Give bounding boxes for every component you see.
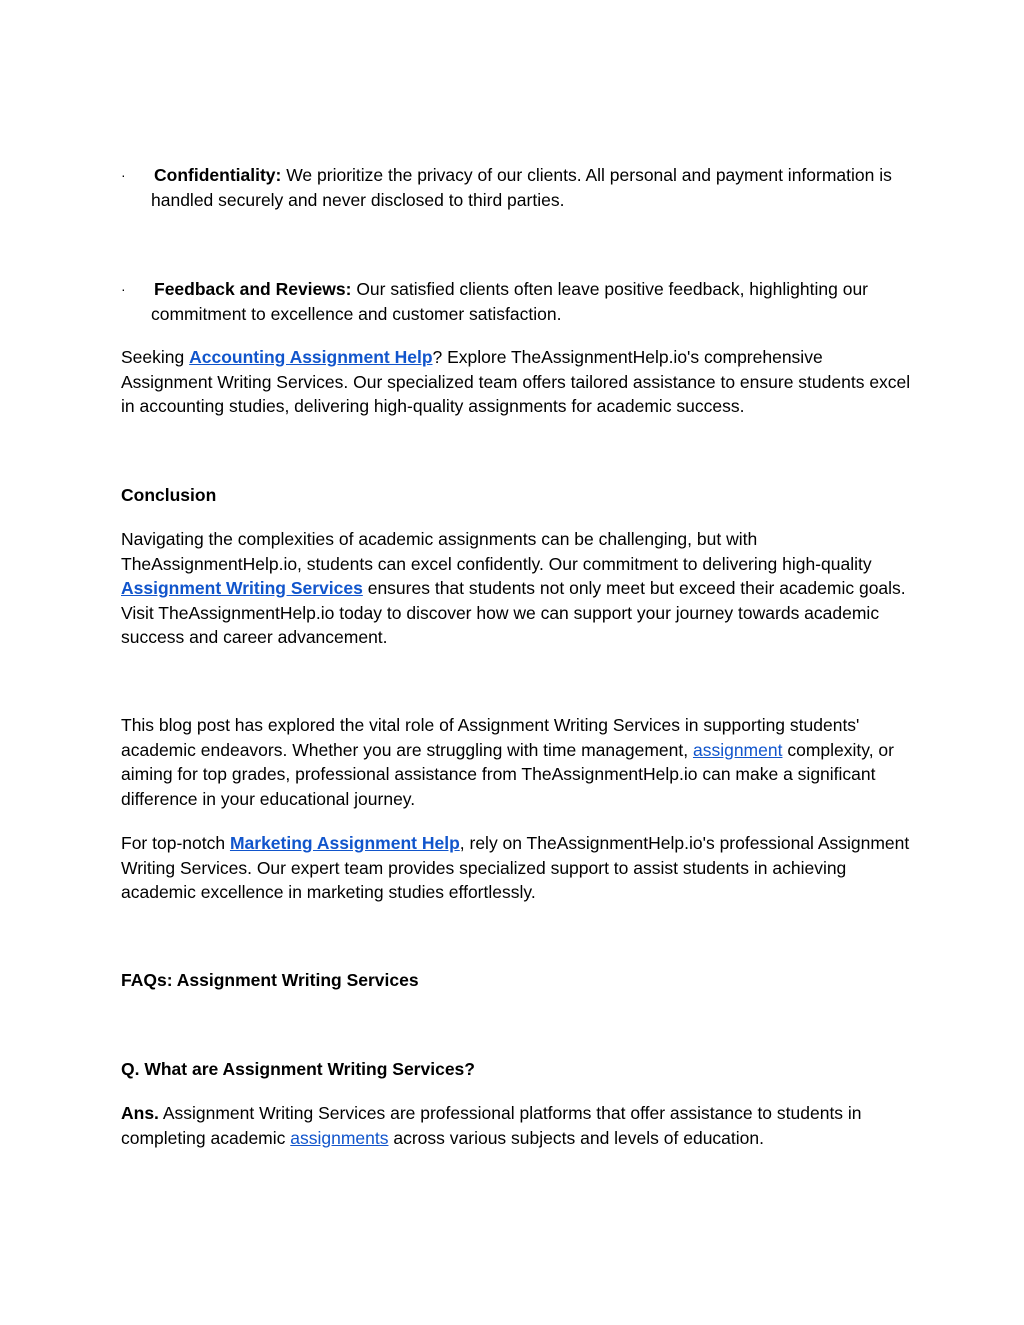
accounting-paragraph [121,345,911,419]
bullet-text [151,277,911,326]
faqs-heading: FAQs: Assignment Writing Services [121,970,419,990]
paragraph-text: across various subjects and levels of education. [388,1127,764,1148]
faq-question: Q. What are Assignment Writing Services? [121,1059,475,1079]
blog-paragraph [121,713,911,811]
conclusion-heading: Conclusion [121,485,217,505]
paragraph-text: Assignment Writing Services are professional platforms that offer assistance to students in completing academic [121,1103,862,1148]
marketing-assignment-help-link[interactable]: Marketing Assignment Help [229,833,460,853]
faq-answer [121,1101,911,1150]
paragraph-text: This blog post has explored the vital role of Assignment Writing Services in supporting students' academic endeavors. Whether you are struggling with time management, [121,715,860,760]
bullet-text [151,163,911,212]
paragraph-text: complexity, or aiming for top grades, professional assistance from TheAssignmentHelp.io can make a significant difference in your educational journey. [121,739,894,809]
bullet-body: We prioritize the privacy of our clients. All personal and payment information is handled securely and never disclosed to third parties. [151,165,892,210]
paragraph-text: , rely on TheAssignmentHelp.io's professional Assignment Writing Services. Our expert team provides specialized support to assist students in achieving academic excellence in marketing studies effortlessly. [121,833,910,902]
paragraph-text: ? Explore TheAssignmentHelp.io's comprehensive Assignment Writing Services. Our specialized team offers tailored assistance to ensure students excel in accounting studies, delivering high-quality assignments for academic success. [121,347,911,416]
conclusion-paragraph [121,527,911,650]
marketing-paragraph [121,831,911,905]
assignments-link[interactable]: assignments [290,1127,389,1148]
assignment-writing-services-link[interactable]: Assignment Writing Services [121,578,363,598]
assignment-link[interactable]: assignment [692,739,783,760]
bullet-dot: · [121,167,126,183]
paragraph-text: Navigating the complexities of academic assignments can be challenging, but with TheAssignmentHelp.io, students can excel confidently. Our commitment to delivering high-quality [121,529,872,574]
accounting-assignment-help-link[interactable]: Accounting Assignment Help [189,347,433,367]
paragraph-text: For top-notch [121,833,230,853]
paragraph-text: Seeking [121,347,190,367]
bullet-body: Our satisfied clients often leave positive feedback, highlighting our commitment to excellence and customer satisfaction. [151,279,869,324]
paragraph-text: ensures that students not only meet but exceed their academic goals. Visit TheAssignmentHelp.io today to discover how we can support your journey towards academic success and career advancement. [121,578,906,647]
bullet-label: Confidentiality: [154,165,282,185]
answer-label: Ans. [121,1103,159,1123]
bullet-dot: · [121,281,126,297]
bullet-label: Feedback and Reviews: [154,279,352,299]
